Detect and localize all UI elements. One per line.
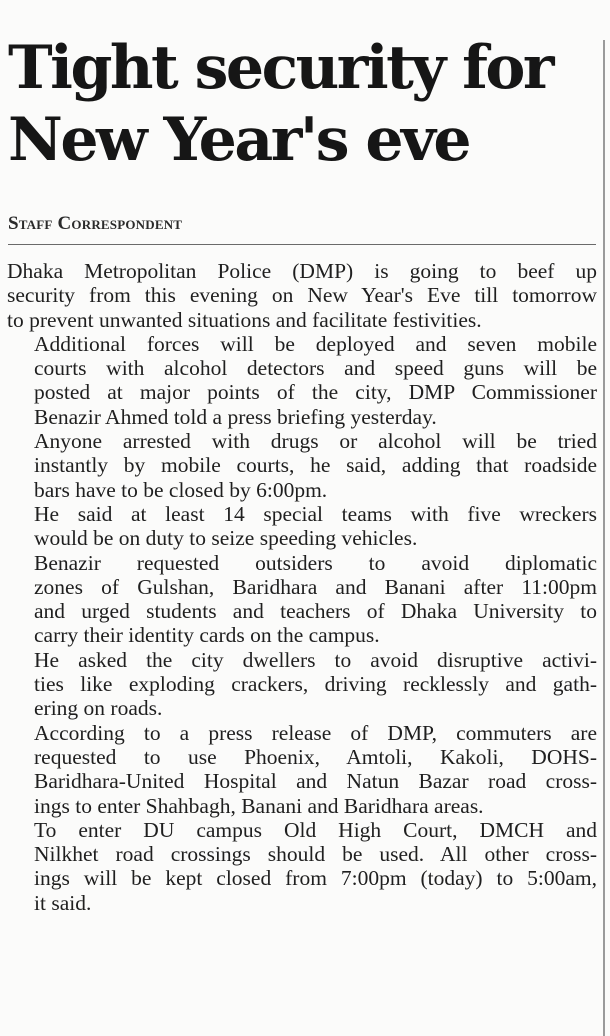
byline: Staff Correspondent	[8, 213, 183, 234]
article-line: According to a press release of DMP, commuters are	[34, 720, 597, 745]
article-line: requested to use Phoenix, Amtoli, Kakoli, DOHS-	[34, 744, 597, 769]
article-line: to prevent unwanted situations and facilitate festivities.	[7, 307, 482, 332]
article-paragraph	[7, 259, 597, 332]
article-paragraph	[7, 551, 597, 648]
article-line: it said.	[34, 890, 92, 915]
article-paragraph	[7, 332, 597, 429]
article-body	[7, 259, 597, 915]
byline-divider	[8, 244, 596, 245]
article-line: Anyone arrested with drugs or alcohol will be tried	[34, 429, 597, 454]
article-line: ings will be kept closed from 7:00pm (today) to 5:00am,	[34, 866, 597, 891]
article-line: bars have to be closed by 6:00pm.	[34, 477, 328, 502]
article-line: Dhaka Metropolitan Police (DMP) is going to beef up	[7, 259, 597, 283]
article-line: instantly by mobile courts, he said, adding that roadside	[34, 453, 597, 478]
article-line: ties like exploding crackers, driving recklessly and gath-	[34, 672, 597, 697]
article-line: He said at least 14 special teams with five wreckers	[34, 501, 597, 526]
article-line: Nilkhet road crossings should be used. All other cross-	[34, 842, 597, 867]
article-paragraph	[7, 818, 597, 915]
headline-line: Tight security for	[8, 33, 553, 103]
article-line: carry their identity cards on the campus.	[34, 623, 380, 648]
article-line: Benazir Ahmed told a press briefing yesterday.	[34, 404, 437, 429]
article-paragraph	[7, 721, 597, 818]
article-line: ering on roads.	[34, 696, 163, 721]
article-line: Additional forces will be deployed and seven mobile	[34, 331, 597, 356]
article-line: posted at major points of the city, DMP Commissioner	[34, 380, 597, 405]
article-paragraph	[7, 648, 597, 721]
article-paragraph	[7, 502, 597, 551]
article-line: would be on duty to seize speeding vehicles.	[34, 526, 418, 551]
headline-line: New Year's eve	[8, 105, 470, 175]
article-line: courts with alcohol detectors and speed guns will be	[34, 356, 597, 381]
article-line: zones of Gulshan, Baridhara and Banani after 11:00pm	[34, 574, 597, 599]
column-divider	[603, 40, 605, 1036]
article-line: To enter DU campus Old High Court, DMCH and	[34, 817, 597, 842]
article-line: He asked the city dwellers to avoid disruptive activi-	[34, 647, 597, 672]
article-line: and urged students and teachers of Dhaka University to	[34, 599, 597, 624]
article-line: Benazir requested outsiders to avoid diplomatic	[34, 550, 597, 575]
article-line: Baridhara-United Hospital and Natun Bazar road cross-	[34, 769, 597, 794]
article-paragraph	[7, 429, 597, 502]
article-line: ings to enter Shahbagh, Banani and Baridhara areas.	[34, 793, 484, 818]
article-line: security from this evening on New Year's Eve till tomorrow	[7, 283, 597, 308]
headline	[8, 32, 600, 176]
